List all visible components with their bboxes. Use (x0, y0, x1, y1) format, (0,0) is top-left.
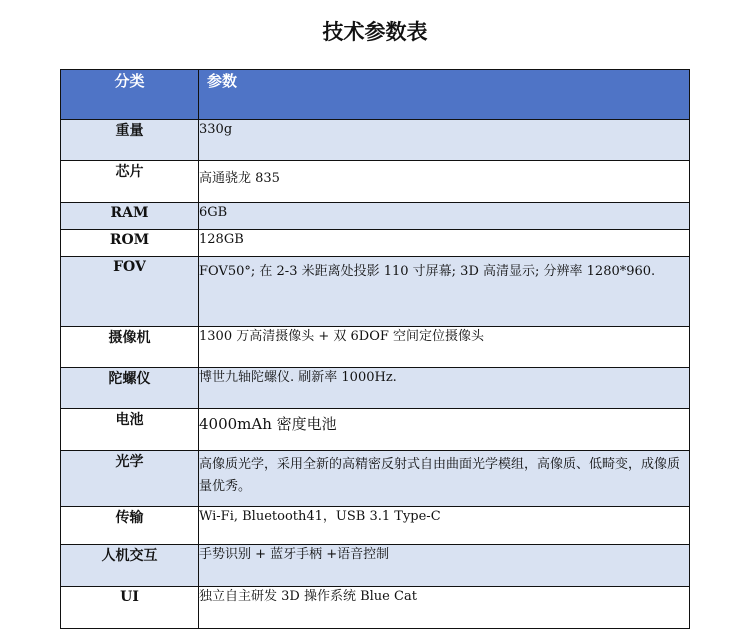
table-row (61, 451, 690, 507)
row-value: 6GB (199, 203, 690, 230)
row-value: 高像质光学，采用全新的高精密反射式自由曲面光学模组，高像质、低畸变，成像质量优秀。 (199, 451, 690, 507)
page-title: 技术参数表 (322, 20, 428, 44)
header-parameter: 参数 (199, 70, 690, 120)
row-value: 手势识别 + 蓝牙手柄 +语音控制 (199, 545, 690, 587)
table-row (61, 507, 690, 545)
table-row (61, 230, 690, 257)
table-row (61, 327, 690, 368)
table-header-row (61, 70, 690, 120)
table-row (61, 257, 690, 327)
row-value: 独立自主研发 3D 操作系统 Blue Cat (199, 587, 690, 629)
row-category: 传输 (61, 507, 199, 545)
table-row (61, 203, 690, 230)
row-category: 陀螺仪 (61, 368, 199, 409)
table-row (61, 368, 690, 409)
row-value: 330g (199, 120, 690, 161)
row-category: 人机交互 (61, 545, 199, 587)
row-value: 128GB (199, 230, 690, 257)
header-category: 分类 (61, 70, 199, 120)
table-row (61, 545, 690, 587)
table-row (61, 409, 690, 451)
row-category: FOV (61, 257, 199, 327)
row-value: Wi-Fi, Bluetooth41，USB 3.1 Type-C (199, 507, 690, 545)
row-value: 高通骁龙 835 (199, 161, 690, 203)
row-category: 电池 (61, 409, 199, 451)
row-category: 芯片 (61, 161, 199, 203)
row-category: RAM (61, 203, 199, 230)
row-value: 4000mAh 密度电池 (199, 409, 690, 451)
row-category: UI (61, 587, 199, 629)
row-category: 光学 (61, 451, 199, 507)
spec-table (60, 69, 690, 629)
row-value: 1300 万高清摄像头 + 双 6DOF 空间定位摄像头 (199, 327, 690, 368)
table-row (61, 587, 690, 629)
row-value: FOV50°; 在 2-3 米距离处投影 110 寸屏幕; 3D 高清显示; 分辨率 1280*960. (199, 257, 690, 327)
table-row (61, 120, 690, 161)
row-value: 博世九轴陀螺仪. 刷新率 1000Hz. (199, 368, 690, 409)
row-category: ROM (61, 230, 199, 257)
table-row (61, 161, 690, 203)
row-category: 摄像机 (61, 327, 199, 368)
row-category: 重量 (61, 120, 199, 161)
